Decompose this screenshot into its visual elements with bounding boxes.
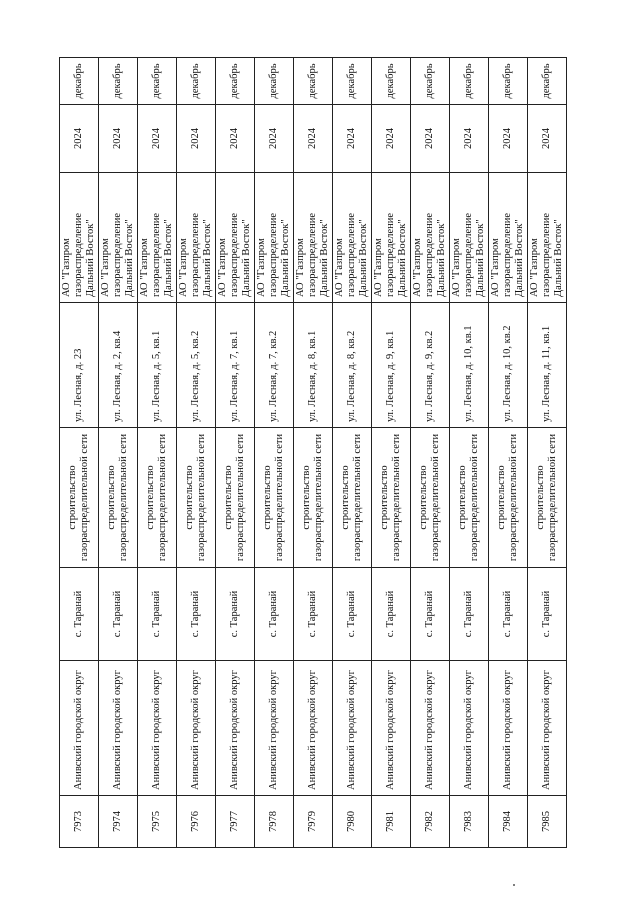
row-number: 7978 (255, 796, 294, 848)
month-cell: декабрь (372, 58, 411, 105)
locality-cell: с. Таранай (177, 568, 216, 661)
row-number: 7975 (138, 796, 177, 848)
table-row (333, 58, 372, 848)
table-row (60, 58, 99, 848)
row-number: 7985 (528, 796, 567, 848)
month-cell: декабрь (255, 58, 294, 105)
work-type-cell: строительство газораспределительной сети (528, 428, 567, 568)
year-cell: 2024 (255, 105, 294, 173)
locality-cell: с. Таранай (333, 568, 372, 661)
organization-cell: АО "Газпром газораспределение Дальний Восток" (372, 173, 411, 303)
address-cell: ул. Лесная, д. 7, кв.2 (255, 303, 294, 428)
table-row (177, 58, 216, 848)
municipality-cell: Анивский городской округ (294, 661, 333, 796)
locality-cell: с. Таранай (411, 568, 450, 661)
work-type-cell: строительство газораспределительной сети (333, 428, 372, 568)
row-number: 7982 (411, 796, 450, 848)
year-cell: 2024 (216, 105, 255, 173)
organization-cell: АО "Газпром газораспределение Дальний Восток" (216, 173, 255, 303)
address-cell: ул. Лесная, д. 8, кв.2 (333, 303, 372, 428)
address-cell: ул. Лесная, д. 10, кв.1 (450, 303, 489, 428)
locality-cell: с. Таранай (216, 568, 255, 661)
locality-cell: с. Таранай (450, 568, 489, 661)
month-cell: декабрь (138, 58, 177, 105)
organization-cell: АО "Газпром газораспределение Дальний Восток" (333, 173, 372, 303)
address-cell: ул. Лесная, д. 10, кв.2 (489, 303, 528, 428)
year-cell: 2024 (411, 105, 450, 173)
address-cell: ул. Лесная, д. 2, кв.4 (99, 303, 138, 428)
work-type-cell: строительство газораспределительной сети (138, 428, 177, 568)
table-row (216, 58, 255, 848)
work-type-cell: строительство газораспределительной сети (411, 428, 450, 568)
municipality-cell: Анивский городской округ (411, 661, 450, 796)
rotated-table-container (59, 58, 564, 848)
locality-cell: с. Таранай (372, 568, 411, 661)
address-cell: ул. Лесная, д. 5, кв.2 (177, 303, 216, 428)
locality-cell: с. Таранай (138, 568, 177, 661)
address-cell: ул. Лесная, д. 23 (60, 303, 99, 428)
year-cell: 2024 (60, 105, 99, 173)
month-cell: декабрь (216, 58, 255, 105)
organization-cell: АО "Газпром газораспределение Дальний Восток" (60, 173, 99, 303)
municipality-cell: Анивский городской округ (99, 661, 138, 796)
row-number: 7973 (60, 796, 99, 848)
year-cell: 2024 (333, 105, 372, 173)
year-cell: 2024 (294, 105, 333, 173)
organization-cell: АО "Газпром газораспределение Дальний Восток" (99, 173, 138, 303)
work-type-cell: строительство газораспределительной сети (294, 428, 333, 568)
month-cell: декабрь (60, 58, 99, 105)
year-cell: 2024 (177, 105, 216, 173)
municipality-cell: Анивский городской округ (255, 661, 294, 796)
address-cell: ул. Лесная, д. 11, кв.1 (528, 303, 567, 428)
year-cell: 2024 (450, 105, 489, 173)
address-cell: ул. Лесная, д. 5, кв.1 (138, 303, 177, 428)
scan-speck (513, 884, 515, 886)
organization-cell: АО "Газпром газораспределение Дальний Восток" (450, 173, 489, 303)
row-number: 7983 (450, 796, 489, 848)
organization-cell: АО "Газпром газораспределение Дальний Восток" (138, 173, 177, 303)
table-row (99, 58, 138, 848)
month-cell: декабрь (450, 58, 489, 105)
month-cell: декабрь (99, 58, 138, 105)
locality-cell: с. Таранай (528, 568, 567, 661)
month-cell: декабрь (333, 58, 372, 105)
municipality-cell: Анивский городской округ (60, 661, 99, 796)
row-number: 7976 (177, 796, 216, 848)
address-cell: ул. Лесная, д. 9, кв.2 (411, 303, 450, 428)
address-cell: ул. Лесная, д. 9, кв.1 (372, 303, 411, 428)
row-number: 7984 (489, 796, 528, 848)
month-cell: декабрь (411, 58, 450, 105)
table-row (489, 58, 528, 848)
municipality-cell: Анивский городской округ (450, 661, 489, 796)
row-number: 7974 (99, 796, 138, 848)
table-row (450, 58, 489, 848)
address-cell: ул. Лесная, д. 7, кв.1 (216, 303, 255, 428)
month-cell: декабрь (489, 58, 528, 105)
year-cell: 2024 (99, 105, 138, 173)
work-type-cell: строительство газораспределительной сети (216, 428, 255, 568)
row-number: 7977 (216, 796, 255, 848)
table-row (255, 58, 294, 848)
organization-cell: АО "Газпром газораспределение Дальний Восток" (294, 173, 333, 303)
municipality-cell: Анивский городской округ (528, 661, 567, 796)
year-cell: 2024 (138, 105, 177, 173)
locality-cell: с. Таранай (60, 568, 99, 661)
work-type-cell: строительство газораспределительной сети (60, 428, 99, 568)
table-row (372, 58, 411, 848)
organization-cell: АО "Газпром газораспределение Дальний Восток" (528, 173, 567, 303)
locality-cell: с. Таранай (489, 568, 528, 661)
municipality-cell: Анивский городской округ (177, 661, 216, 796)
locality-cell: с. Таранай (255, 568, 294, 661)
locality-cell: с. Таранай (294, 568, 333, 661)
municipality-cell: Анивский городской округ (333, 661, 372, 796)
locality-cell: с. Таранай (99, 568, 138, 661)
month-cell: декабрь (177, 58, 216, 105)
table-row (411, 58, 450, 848)
year-cell: 2024 (372, 105, 411, 173)
organization-cell: АО "Газпром газораспределение Дальний Восток" (177, 173, 216, 303)
address-cell: ул. Лесная, д. 8, кв.1 (294, 303, 333, 428)
work-type-cell: строительство газораспределительной сети (99, 428, 138, 568)
municipality-cell: Анивский городской округ (372, 661, 411, 796)
work-type-cell: строительство газораспределительной сети (450, 428, 489, 568)
organization-cell: АО "Газпром газораспределение Дальний Восток" (489, 173, 528, 303)
municipality-cell: Анивский городской округ (216, 661, 255, 796)
row-number: 7980 (333, 796, 372, 848)
table-row (528, 58, 567, 848)
work-type-cell: строительство газораспределительной сети (489, 428, 528, 568)
year-cell: 2024 (489, 105, 528, 173)
work-type-cell: строительство газораспределительной сети (255, 428, 294, 568)
work-type-cell: строительство газораспределительной сети (372, 428, 411, 568)
municipality-cell: Анивский городской округ (138, 661, 177, 796)
row-number: 7981 (372, 796, 411, 848)
table-row (294, 58, 333, 848)
table-row (138, 58, 177, 848)
work-type-cell: строительство газораспределительной сети (177, 428, 216, 568)
organization-cell: АО "Газпром газораспределение Дальний Восток" (411, 173, 450, 303)
municipality-cell: Анивский городской округ (489, 661, 528, 796)
row-number: 7979 (294, 796, 333, 848)
organization-cell: АО "Газпром газораспределение Дальний Восток" (255, 173, 294, 303)
month-cell: декабрь (294, 58, 333, 105)
month-cell: декабрь (528, 58, 567, 105)
year-cell: 2024 (528, 105, 567, 173)
gasification-register-table (59, 57, 567, 848)
